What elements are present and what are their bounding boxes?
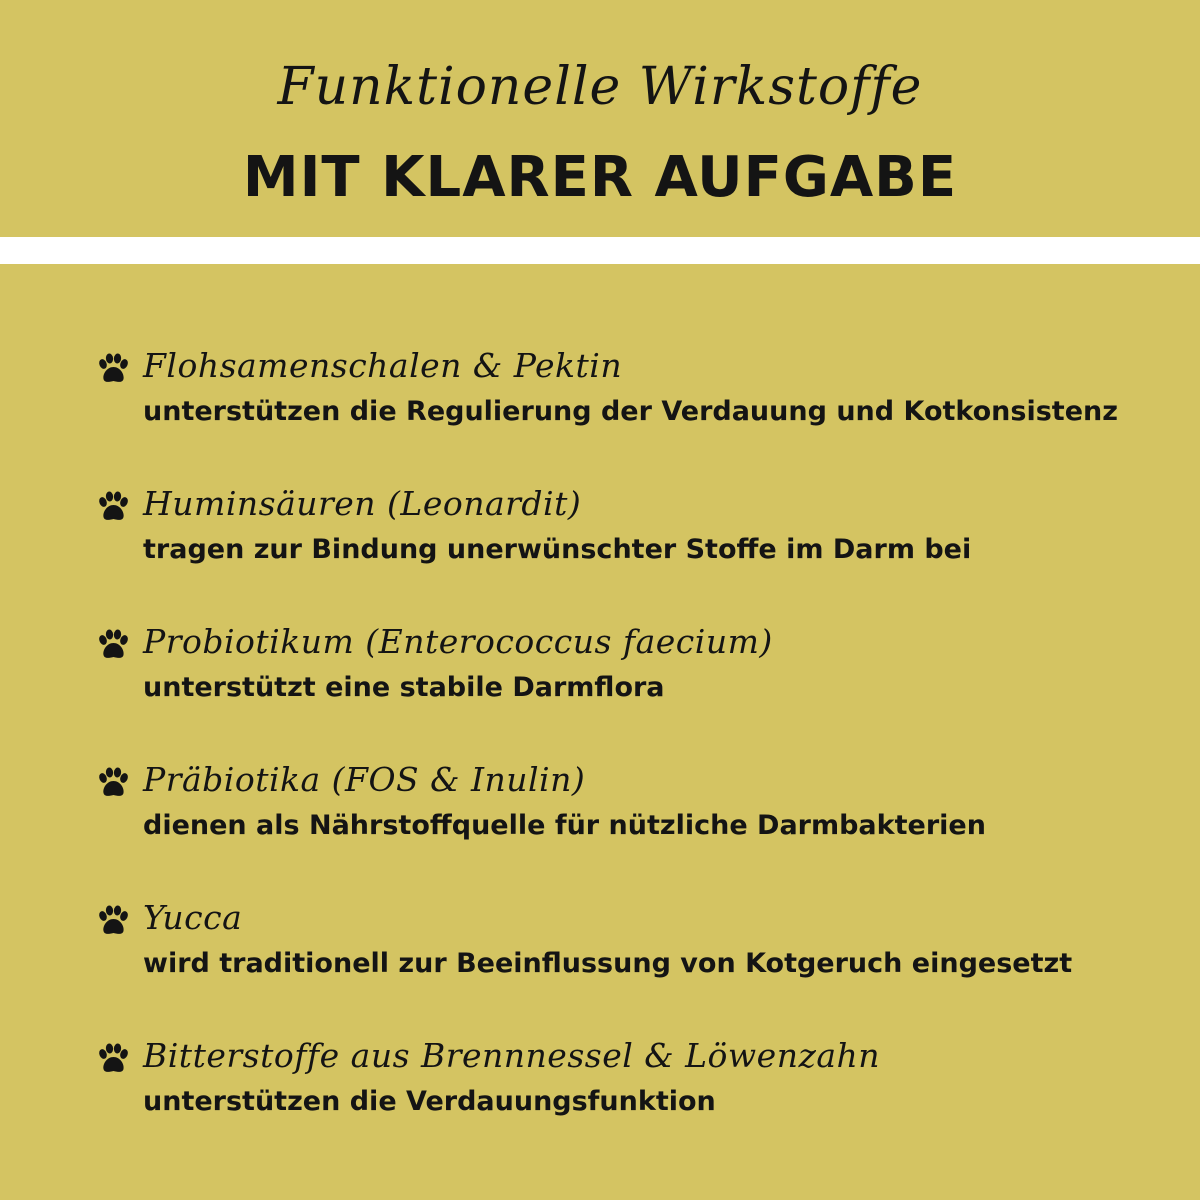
page-title-caps: MIT KLARER AUFGABE	[242, 145, 958, 210]
list-item	[0, 482, 1200, 592]
paw-icon	[96, 352, 130, 386]
paw-icon	[96, 628, 130, 662]
ingredient-description: unterstützen die Regulierung der Verdauung und Kotkonsistenz	[143, 396, 1118, 427]
ingredient-name: Huminsäuren (Leonardit)	[143, 484, 582, 523]
paw-icon	[96, 490, 130, 524]
paw-icon	[96, 1042, 130, 1076]
list-item	[0, 896, 1200, 1006]
list-item	[0, 620, 1200, 730]
ingredient-description: tragen zur Bindung unerwünschter Stoffe im Darm bei	[143, 534, 972, 565]
ingredient-description: unterstützt eine stabile Darmflora	[143, 672, 665, 703]
ingredient-name: Bitterstoffe aus Brennnessel & Löwenzahn	[143, 1036, 881, 1075]
ingredient-description: dienen als Nährstoffquelle für nützliche Darmbakterien	[143, 810, 986, 841]
ingredient-description: wird traditionell zur Beeinflussung von Kotgeruch eingesetzt	[143, 948, 1073, 979]
ingredient-name: Flohsamenschalen & Pektin	[143, 346, 623, 385]
ingredient-name: Präbiotika (FOS & Inulin)	[143, 760, 586, 799]
page-title-script: Funktionelle Wirkstoffe	[277, 57, 923, 117]
ingredient-name: Probiotikum (Enterococcus faecium)	[143, 622, 773, 661]
paw-icon	[96, 766, 130, 800]
list-item	[0, 1034, 1200, 1144]
header	[0, 0, 1200, 237]
list-item	[0, 758, 1200, 868]
ingredient-description: unterstützen die Verdauungsfunktion	[143, 1086, 716, 1117]
list-item	[0, 344, 1200, 454]
ingredient-list	[0, 264, 1200, 1200]
paw-icon	[96, 904, 130, 938]
divider	[0, 237, 1200, 264]
ingredient-name: Yucca	[143, 898, 243, 937]
